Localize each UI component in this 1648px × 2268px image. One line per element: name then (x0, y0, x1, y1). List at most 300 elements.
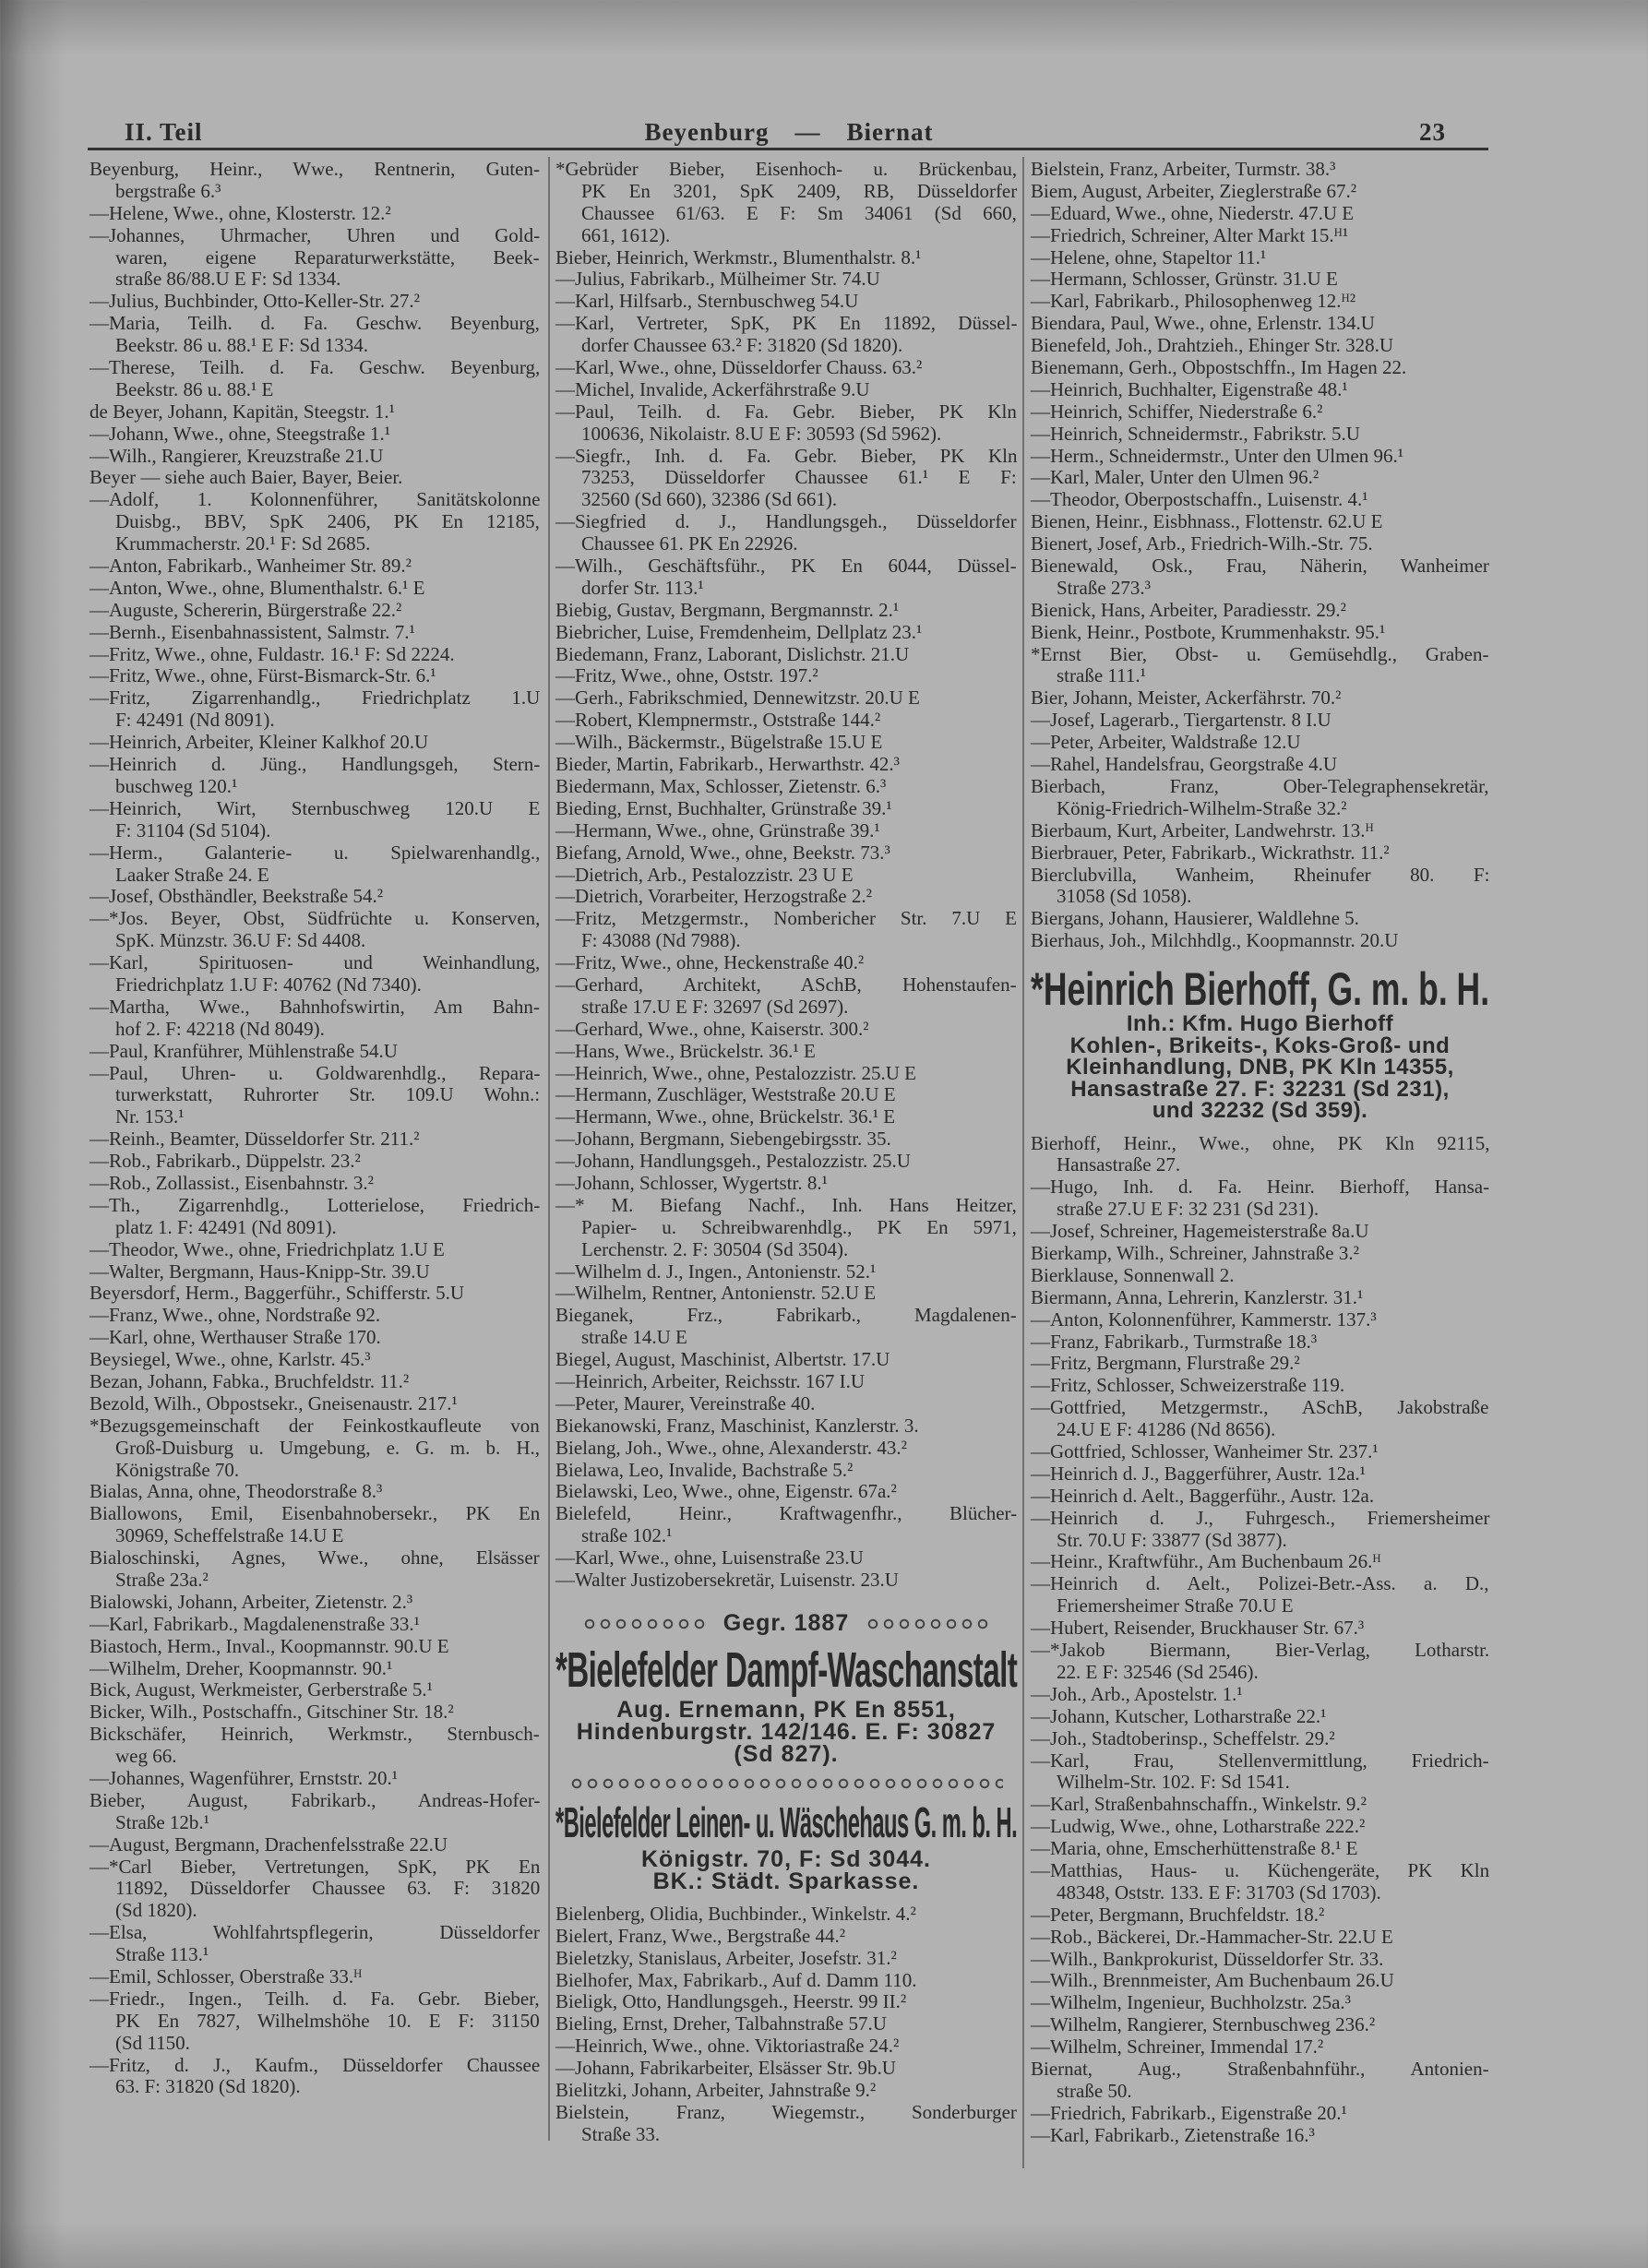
entry-line (1031, 1794, 1489, 1816)
entry-text: straße 17.U E F: 32697 (Sd 2697). (581, 995, 849, 1018)
entry-line (90, 600, 540, 622)
directory-entry (1031, 1397, 1489, 1441)
entry-text: —Bernh., Eisenbahnassistent, Salmstr. 7.¹ (90, 620, 415, 643)
entry-line (555, 1481, 1017, 1503)
directory-entry (90, 401, 540, 424)
entry-line (1031, 1728, 1489, 1750)
entry-text: —Karl, Hilfsarb., Sternbuschweg 54.U (555, 290, 859, 313)
entry-line (1031, 1882, 1489, 1904)
entry-text: —Paul, Kranführer, Mühlenstraße 54.U (90, 1039, 398, 1062)
entry-line (90, 622, 540, 644)
entry-text: 31058 (Sd 1058). (1057, 885, 1192, 908)
entry-text: 48348, Oststr. 133. E F: 31703 (Sd 1703). (1057, 1880, 1381, 1904)
entry-text: —*Carl Bieber, Vertretungen, SpK, PK En (90, 1855, 541, 1878)
directory-entry (1031, 908, 1489, 930)
ad-sub3-line (1031, 1013, 1489, 1035)
entry-text: dorfer Str. 113.¹ (581, 576, 704, 599)
ad-text: *Bielefelder Leinen- u. Wäschehaus G. m. b. H. (555, 1797, 1018, 1846)
entry-text: Bickschäfer, Heinrich, Werkmstr., Sternbusch- (90, 1723, 540, 1746)
entry-text: Lerchenstr. 2. F: 30504 (Sd 3504). (581, 1237, 849, 1260)
ad-title-line (555, 1641, 1017, 1699)
directory-entry (1031, 842, 1489, 865)
ad-sub2-line (555, 1870, 1017, 1892)
entry-text: —Karl, Wwe., ohne, Düsseldorfer Chauss. 63.² (555, 356, 923, 379)
entry-line (90, 886, 540, 908)
entry-line (555, 424, 1017, 446)
entry-text: waren, eigene Reparaturwerkstätte, Beek- (115, 245, 540, 269)
entry-line (90, 974, 540, 997)
directory-entry (90, 1151, 540, 1173)
entry-text: —Anton, Fabrikarb., Wanheimer Str. 89.² (90, 555, 412, 578)
entry-line (1031, 225, 1489, 247)
entry-text: straße 50. (1057, 2079, 1132, 2102)
directory-entry (555, 269, 1017, 291)
entry-text: —Rob., Zollassist., Eisenbahnstr. 3.² (90, 1171, 374, 1194)
entry-text: —Heinrich d. Aelt., Baggerführ., Austr. 12a. (1031, 1484, 1375, 1507)
directory-entry (1031, 1221, 1489, 1243)
ad-text: Aug. Ernemann, PK En 8551, (616, 1696, 956, 1723)
entry-line (90, 578, 540, 600)
directory-entry (1031, 1794, 1489, 1816)
entry-text: —Josef, Schreiner, Hagemeisterstraße 8a.U (1031, 1220, 1369, 1243)
entry-line (90, 842, 540, 865)
entry-text: Königstraße 70. (115, 1458, 240, 1481)
directory-entry (555, 1261, 1017, 1283)
entry-text: —Reinh., Beamter, Düsseldorfer Str. 211.² (90, 1128, 420, 1151)
directory-entry (1031, 247, 1489, 269)
entry-line (555, 1128, 1017, 1151)
ad-sub-line (555, 1718, 1017, 1745)
directory-entry (555, 622, 1017, 644)
column-divider (548, 157, 550, 2141)
directory-entry (1031, 357, 1489, 379)
directory-entry (90, 357, 540, 401)
entry-line (555, 2035, 1017, 2058)
entry-text: Bier, Johann, Meister, Ackerfährstr. 70.² (1031, 686, 1342, 710)
entry-line (90, 1966, 540, 1988)
directory-entry (1031, 225, 1489, 247)
entry-line (555, 754, 1017, 776)
directory-entry (555, 511, 1017, 555)
directory-entry (90, 1239, 540, 1261)
directory-entry (555, 1349, 1017, 1371)
entry-line (555, 1948, 1017, 1970)
directory-entry (1031, 732, 1489, 754)
entry-text: Bielstein, Franz, Wiegemstr., Sonderburger (555, 2100, 1017, 2123)
entry-line (90, 1415, 540, 1438)
entry-text: Bick, August, Werkmeister, Gerberstraße 5.¹ (90, 1678, 433, 1701)
entry-line (555, 159, 1017, 181)
entry-line (555, 1217, 1017, 1239)
entry-line (555, 511, 1017, 533)
entry-line (90, 1922, 540, 1944)
entry-text: Bielang, Joh., Wwe., ohne, Alexanderstr. 43.² (555, 1436, 907, 1459)
directory-entry (1031, 335, 1489, 357)
directory-entry (1031, 1816, 1489, 1838)
entry-line (90, 424, 540, 446)
entry-text: 22. E F: 32546 (Sd 2546). (1057, 1660, 1259, 1683)
entry-line (90, 1592, 540, 1614)
entry-line (555, 2124, 1017, 2146)
entry-text: 73253, Düsseldorfer Chaussee 61.¹ E F: (581, 466, 1017, 489)
entry-line (555, 865, 1017, 887)
entry-text: —Gottfried, Metzgermstr., ASchB, Jakobstraße (1031, 1396, 1489, 1419)
directory-column-1 (90, 159, 540, 2098)
entry-line (90, 1658, 540, 1680)
entry-line (1031, 1441, 1489, 1463)
entry-line (1031, 930, 1489, 952)
entry-text: König-Friedrich-Wilhelm-Straße 32.² (1057, 796, 1347, 819)
entry-text: Beyenburg, Heinr., Wwe., Rentnerin, Guten- (90, 158, 540, 180)
entry-text: Beysiegel, Wwe., ohne, Karlstr. 45.³ (90, 1348, 371, 1371)
ad-sub-line (555, 1740, 1017, 1767)
entry-text: *Ernst Bier, Obst- u. Gemüsehdlg., Graben- (1031, 642, 1489, 665)
directory-entry (1031, 203, 1489, 225)
directory-entry (1031, 1684, 1489, 1706)
directory-entry (1031, 1486, 1489, 1508)
directory-entry (90, 203, 540, 225)
entry-text: Bierbaum, Kurt, Arbeiter, Landwehrstr. 13.ᴴ (1031, 818, 1374, 842)
entry-text: Bielstein, Franz, Arbeiter, Turmstr. 38.³ (1031, 158, 1336, 180)
directory-entry (90, 1658, 540, 1680)
directory-entry (1031, 1640, 1489, 1684)
entry-line (1031, 2081, 1489, 2103)
directory-entry (555, 159, 1017, 247)
directory-entry (1031, 644, 1489, 688)
entry-text: Hansastraße 27. (1057, 1153, 1181, 1176)
entry-line (555, 467, 1017, 489)
entry-line (555, 1041, 1017, 1063)
entry-line (555, 1195, 1017, 1217)
ad-sub-line (555, 1696, 1017, 1723)
entry-line (1031, 203, 1489, 225)
entry-text: —Paul, Uhren- u. Goldwarenhdlg., Repara- (90, 1061, 541, 1084)
entry-text: —*Jos. Beyer, Obst, Südfrüchte u. Konserven, (90, 907, 541, 930)
ad-title3-line (1031, 963, 1490, 1016)
directory-entry (90, 665, 540, 687)
entry-text: Beyer — siehe auch Baier, Bayer, Beier. (90, 466, 403, 489)
entry-line (1031, 1508, 1489, 1530)
entry-text: —Maria, Teilh. d. Fa. Geschw. Beyenburg, (90, 312, 540, 335)
entry-line (1031, 2103, 1489, 2125)
entry-text: 100636, Nikolaistr. 8.U E F: 30593 (Sd 5962). (581, 422, 942, 445)
entry-line (1031, 776, 1489, 798)
entry-line (90, 489, 540, 511)
entry-line (555, 1084, 1017, 1106)
directory-entry (90, 1856, 540, 1923)
directory-entry (1031, 1441, 1489, 1463)
entry-line (90, 291, 540, 313)
entry-line (1031, 2036, 1489, 2059)
ad-text: Hansastraße 27. F: 32231 (Sd 231), (1070, 1076, 1450, 1102)
advertisement (1031, 965, 1489, 1122)
entry-text: Bieling, Ernst, Dreher, Talbahnstraße 57.U (555, 2012, 887, 2035)
entry-text: —Peter, Bergmann, Bruchfeldstr. 18.² (1031, 1903, 1325, 1926)
entry-line (1031, 1176, 1489, 1199)
entry-line (1031, 1419, 1489, 1441)
entry-line (90, 1636, 540, 1658)
entry-line (90, 908, 540, 930)
directory-entry (555, 1460, 1017, 1482)
entry-text: —Walter, Bergmann, Haus-Knipp-Str. 39.U (90, 1259, 430, 1283)
entry-text: —Anton, Kolonnenführer, Kammerstr. 137.³ (1031, 1307, 1377, 1331)
directory-entry (90, 687, 540, 732)
entry-line (555, 1305, 1017, 1327)
directory-entry (1031, 1927, 1489, 1949)
entry-line (1031, 1595, 1489, 1617)
directory-entry (1031, 1551, 1489, 1573)
entry-text: F: 42491 (Nd 8091). (115, 709, 275, 732)
entry-line (1031, 379, 1489, 401)
entry-text: Friedrichplatz 1.U F: 40762 (Nd 7340). (115, 973, 422, 996)
directory-column-3 (1031, 159, 1489, 2147)
entry-line (90, 1041, 540, 1063)
ad-sub3-line (1031, 1076, 1489, 1102)
directory-entry (90, 600, 540, 622)
entry-line (555, 1525, 1017, 1547)
entry-text: Groß-Duisburg u. Umgebung, e. G. m. b. H., (115, 1436, 541, 1459)
entry-line (1031, 1331, 1489, 1354)
entry-line (90, 1768, 540, 1790)
directory-entry (555, 2058, 1017, 2080)
entry-line (90, 1460, 540, 1482)
entry-text: Straße 12b.¹ (115, 1810, 209, 1833)
entry-line (1031, 313, 1489, 335)
entry-line (1031, 1199, 1489, 1221)
directory-entry (1031, 930, 1489, 952)
directory-entry (555, 1904, 1017, 1926)
entry-text: —Wilh., Brennmeister, Am Buchenbaum 26.U (1031, 1969, 1394, 1992)
entry-text: —Gerh., Fabrikschmied, Dennewitzstr. 20.U E (555, 686, 920, 710)
entry-line (1031, 600, 1489, 622)
entry-text: —Johann, Fabrikarbeiter, Elsässer Str. 9b.U (555, 2057, 896, 2080)
entry-text: —Therese, Teilh. d. Fa. Geschw. Beyenburg, (90, 356, 541, 379)
directory-entry (90, 1305, 540, 1327)
entry-text: Chaussee 61. PK En 22926. (581, 532, 798, 555)
entry-text: —Johannes, Uhrmacher, Uhren und Gold- (90, 223, 541, 246)
entry-line (1031, 1265, 1489, 1287)
entry-line (1031, 1397, 1489, 1419)
directory-entry (1031, 533, 1489, 555)
advertisement (555, 1776, 1017, 1892)
entry-text: Biastoch, Herm., Inval., Koopmannstr. 90.U E (90, 1634, 449, 1657)
entry-line (1031, 1838, 1489, 1860)
entry-line (1031, 820, 1489, 842)
entry-text: Straße 113.¹ (115, 1943, 209, 1966)
entry-line (555, 181, 1017, 203)
entry-line (555, 1371, 1017, 1393)
entry-text: Biegel, August, Maschinist, Albertstr. 17.U (555, 1348, 890, 1371)
entry-line (90, 930, 540, 952)
directory-entry (1031, 159, 1489, 181)
entry-line (90, 446, 540, 468)
entry-line (555, 1503, 1017, 1525)
entry-line (90, 665, 540, 687)
entry-line (555, 952, 1017, 974)
entry-text: Bierbach, Franz, Ober-Telegraphensekretär, (1031, 774, 1489, 797)
entry-line (555, 886, 1017, 908)
entry-text: Bieligk, Otto, Handlungsgeh., Heerstr. 99 II.² (555, 1990, 907, 2013)
directory-entry (1031, 600, 1489, 622)
entry-text: Bialas, Anna, ohne, Theodorstraße 8.³ (90, 1480, 383, 1503)
entry-text: —Rob., Bäckerei, Dr.-Hammacher-Str. 22.U E (1031, 1925, 1393, 1948)
entry-text: 11892, Düsseldorfer Chaussee 63. F: 31820 (115, 1877, 541, 1900)
entry-text: —Peter, Maurer, Vereinstraße 40. (555, 1391, 816, 1415)
entry-text: —Hans, Wwe., Brückelstr. 36.¹ E (555, 1039, 816, 1062)
ad-text: *Bielefelder Dampf-Waschanstalt (555, 1641, 1018, 1698)
entry-line (1031, 842, 1489, 865)
entry-line (1031, 2125, 1489, 2147)
entry-text: Bicker, Wilh., Postschaffn., Gitschiner Str. 18.² (90, 1701, 454, 1724)
directory-entry (555, 1926, 1017, 1948)
entry-text: —Wilh., Bäckermstr., Bügelstraße 15.U E (555, 731, 883, 754)
directory-entry (90, 225, 540, 292)
entry-line (1031, 401, 1489, 424)
directory-entry (90, 1592, 540, 1614)
entry-line (555, 974, 1017, 997)
entry-line (555, 732, 1017, 754)
ad-text: Hindenburgstr. 142/146. E. F: 30827 (576, 1718, 997, 1745)
directory-entry (90, 1063, 540, 1129)
directory-entry (90, 1966, 540, 1988)
entry-text: Bierkamp, Wilh., Schreiner, Jahnstraße 3.² (1031, 1242, 1359, 1265)
entry-line (90, 533, 540, 555)
entry-line (90, 1812, 540, 1834)
directory-entry (1031, 2036, 1489, 2059)
entry-line (555, 687, 1017, 710)
entry-line (1031, 291, 1489, 313)
directory-entry (90, 1834, 540, 1856)
entry-text: Bieletzky, Stanislaus, Arbeiter, Josefstr. 31.² (555, 1946, 897, 1969)
entry-line (90, 1900, 540, 1922)
entry-line (90, 1790, 540, 1812)
entry-line (90, 159, 540, 181)
entry-line (90, 203, 540, 225)
entry-line (90, 1349, 540, 1371)
entry-line (1031, 1617, 1489, 1640)
entry-line (90, 1019, 540, 1041)
directory-entry (1031, 1970, 1489, 1992)
directory-entry (555, 754, 1017, 776)
section-label: II. Teil (125, 118, 203, 146)
entry-text: —Wilhelm, Rentner, Antonienstr. 52.U E (555, 1282, 877, 1305)
directory-entry (1031, 1243, 1489, 1265)
entry-text: —Josef, Obsthändler, Beekstraße 54.² (90, 885, 384, 908)
entry-line (90, 1063, 540, 1085)
entry-line (1031, 489, 1489, 511)
directory-entry (90, 1327, 540, 1349)
entry-text: Biebricher, Luise, Fremdenheim, Dellplatz 23.¹ (555, 620, 923, 643)
ad-sub2-line (555, 1845, 1017, 1872)
entry-text: —Josef, Lagerarb., Tiergartenstr. 8 I.U (1031, 709, 1332, 732)
directory-entry (555, 776, 1017, 798)
directory-entry (1031, 2125, 1489, 2147)
entry-line (1031, 1463, 1489, 1486)
entry-line (1031, 687, 1489, 710)
directory-entry (1031, 1838, 1489, 1860)
entry-line (1031, 424, 1489, 446)
entry-line (90, 1239, 540, 1261)
directory-entry (555, 291, 1017, 313)
directory-entry (555, 1151, 1017, 1173)
directory-entry (555, 2080, 1017, 2102)
directory-entry (90, 555, 540, 578)
entry-line (90, 511, 540, 533)
entry-line (555, 1151, 1017, 1173)
entry-text: Bieber, Heinrich, Werkmstr., Blumenthalstr. 8.¹ (555, 245, 922, 269)
entry-text: —Heinrich, Arbeiter, Kleiner Kalkhof 20.U (90, 731, 429, 754)
entry-text: —Fritz, Wwe., ohne, Oststr. 197.² (555, 664, 818, 687)
entry-line (555, 203, 1017, 225)
directory-entry (555, 865, 1017, 887)
entry-text: —Heinrich, Wirt, Sternbuschweg 120.U E (90, 796, 541, 819)
entry-text: —Julius, Fabrikarb., Mülheimer Str. 74.U (555, 268, 880, 291)
directory-entry (555, 1041, 1017, 1063)
directory-entry (1031, 622, 1489, 644)
entry-line (90, 2055, 540, 2077)
entry-text: Nr. 153.¹ (115, 1105, 185, 1128)
entry-text: (Sd 1820). (115, 1899, 197, 1922)
entry-line (555, 555, 1017, 578)
entry-text: —Hermann, Zuschläger, Weststraße 20.U E (555, 1083, 896, 1106)
directory-entry (555, 644, 1017, 666)
entry-text: Biermann, Anna, Lehrerin, Kanzlerstr. 31.¹ (1031, 1285, 1364, 1308)
entry-line (1031, 1949, 1489, 1971)
directory-entry (1031, 181, 1489, 203)
directory-entry (1031, 754, 1489, 776)
entry-line (90, 710, 540, 732)
directory-entry (90, 732, 540, 754)
entry-text: Bienen, Heinr., Eisbhnass., Flottenstr. 62.U E (1031, 510, 1383, 533)
entry-text: Beekstr. 86 u. 88.¹ E (115, 377, 274, 400)
entry-line (90, 1151, 540, 1173)
entry-line (90, 2076, 540, 2098)
entry-text: Bierklause, Sonnenwall 2. (1031, 1263, 1235, 1286)
ad-text: Inh.: Kfm. Hugo Bierhoff (1126, 1011, 1394, 1037)
entry-text: Bezold, Wilh., Obpostsekr., Gneisenaustr. 217.¹ (90, 1391, 458, 1415)
entry-text: —Karl, Fabrikarb., Zietenstraße 16.³ (1031, 2123, 1315, 2146)
entry-text: Bieganek, Frz., Fabrikarb., Magdalenen- (555, 1304, 1017, 1327)
directory-entry (1031, 1860, 1489, 1904)
entry-line (1031, 1133, 1489, 1155)
entry-line (555, 1926, 1017, 1948)
entry-text: —Heinrich, Buchhalter, Eigenstraße 48.¹ (1031, 377, 1348, 400)
entry-line (555, 600, 1017, 622)
entry-text: —Gerhard, Architekt, ASchB, Hohenstaufen- (555, 973, 1017, 996)
entry-text: Friemersheimer Straße 70.U E (1057, 1594, 1294, 1617)
entry-text: —Emil, Schlosser, Oberstraße 33.ᴴ (90, 1965, 363, 1988)
entry-line (90, 1173, 540, 1195)
entry-line (555, 798, 1017, 820)
entry-line (1031, 732, 1489, 754)
entry-text: —Gerhard, Wwe., ohne, Kaiserstr. 300.² (555, 1017, 869, 1040)
directory-entry (555, 710, 1017, 732)
entry-line (1031, 181, 1489, 203)
entry-line (90, 2011, 540, 2033)
directory-entry (555, 446, 1017, 512)
entry-text: —Fritz, Wwe., ohne, Fuldastr. 16.¹ F: Sd 2224. (90, 642, 455, 665)
entry-text: —Th., Zigarrenhdlg., Lotterielose, Friedrich- (90, 1193, 541, 1216)
directory-entry (90, 1415, 540, 1482)
entry-line (555, 1063, 1017, 1085)
entry-line (555, 930, 1017, 952)
directory-entry (555, 820, 1017, 842)
entry-text: Bienewald, Osk., Frau, Näherin, Wanheimer (1031, 555, 1489, 578)
entry-line (1031, 1816, 1489, 1838)
entry-text: —Rahel, Handelsfrau, Georgstraße 4.U (1031, 753, 1338, 776)
entry-text: —Heinrich, Wwe., ohne, Pestalozzistr. 25.U E (555, 1061, 916, 1084)
header-rule (88, 148, 1488, 150)
